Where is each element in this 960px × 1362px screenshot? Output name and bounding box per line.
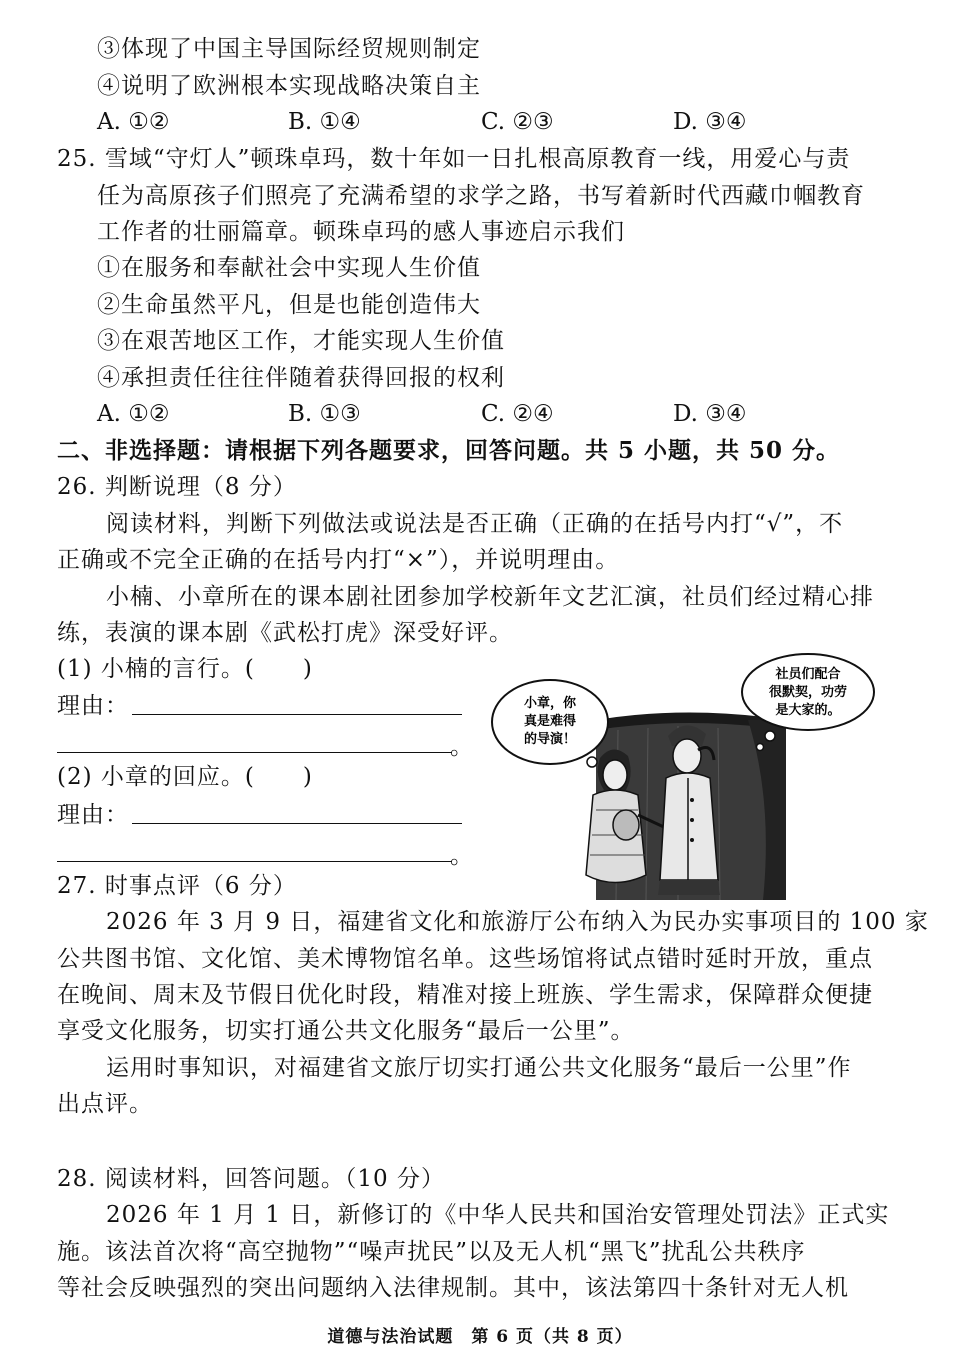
q27-para-line-2: 公共图书馆、文化馆、美术博物馆名单。这些场馆将试点错时延时开放，重点 (57, 946, 873, 972)
bubble-right-line-1: 社员们配合 (775, 667, 841, 682)
q27-para-line-4: 享受文化服务，切实打通公共文化服务“最后一公里”。 (57, 1018, 635, 1044)
q25-option-c: C. ②④ (481, 401, 554, 427)
q27-para-line-3: 在晚间、周末及节假日优化时段，精准对接上班族、学生需求，保障群众便捷 (57, 982, 873, 1008)
q26-answer-line-2b[interactable] (57, 861, 452, 862)
bubble-left-line-3: 的导演！ (523, 732, 577, 747)
skit-illustration (488, 650, 888, 900)
q26-reason-label-1: 理由： (57, 693, 129, 719)
section-2-heading: 二、非选择题：请根据下列各题要求，回答问题。共 5 小题，共 50 分。 (57, 437, 841, 464)
q28-title: 28. 阅读材料，回答问题。（10 分） (57, 1166, 445, 1192)
q24-option-a: A. ①② (97, 109, 170, 135)
q24-option-d: D. ③④ (673, 109, 747, 135)
q25-item-2: ②生命虽然平凡，但是也能创造伟大 (97, 292, 481, 318)
bubble-right-line-2: 很默契，功劳 (768, 685, 848, 700)
q28-para-line-3: 等社会反映强烈的突出问题纳入法律规制。其中，该法第四十条针对无人机 (57, 1275, 849, 1301)
q25-option-d: D. ③④ (673, 401, 747, 427)
q26-answer-line-1a[interactable] (132, 714, 462, 715)
bubble-left-line-1: 小章，你 (523, 696, 577, 711)
q27-title: 27. 时事点评（6 分） (57, 873, 297, 899)
q26-period-2: 。 (450, 843, 473, 869)
q25-item-1: ①在服务和奉献社会中实现人生价值 (97, 255, 481, 281)
q26-material-line-1: 小楠、小章所在的课本剧社团参加学校新年文艺汇演，社员们经过精心排 (106, 584, 874, 610)
bubble-right-line-3: 是大家的。 (775, 703, 841, 718)
q25-item-4: ④承担责任往往伴随着获得回报的权利 (97, 365, 505, 391)
q24-option-b: B. ①④ (288, 109, 361, 135)
q25-stem-line-2: 任为高原孩子们照亮了充满希望的求学之路，书写着新时代西藏巾帼教育 (97, 183, 865, 209)
q26-answer-line-1b[interactable] (57, 752, 452, 753)
q26-intro-line-1: 阅读材料，判断下列做法或说法是否正确（正确的在括号内打“√”，不 (106, 511, 844, 537)
q26-sub-question-2: (2) 小章的回应。( ) (57, 764, 313, 790)
q24-option-c: C. ②③ (481, 109, 554, 135)
q28-para-line-2: 施。该法首次将“高空抛物”“噪声扰民”以及无人机“黑飞”扰乱公共秩序 (57, 1239, 806, 1265)
q24-item-4: ④说明了欧洲根本实现战略决策自主 (97, 73, 481, 99)
q26-reason-label-2: 理由： (57, 802, 129, 828)
q24-item-3: ③体现了中国主导国际经贸规则制定 (97, 36, 481, 62)
q28-para-line-1: 2026 年 1 月 1 日，新修订的《中华人民共和国治安管理处罚法》正式实 (106, 1202, 890, 1228)
q27-task-line-1: 运用时事知识，对福建省文旅厅切实打通公共文化服务“最后一公里”作 (106, 1055, 852, 1081)
q25-stem-line-1: 25. 雪域“守灯人”顿珠卓玛，数十年如一日扎根高原教育一线，用爱心与责 (57, 146, 851, 172)
q27-para-line-1: 2026 年 3 月 9 日，福建省文化和旅游厅公布纳入为民办实事项目的 100 家 (106, 909, 929, 935)
q26-sub-question-1: (1) 小楠的言行。( ) (57, 656, 313, 682)
page-footer: 道德与法治试题 第 6 页（共 8 页） (327, 1327, 633, 1347)
q26-title: 26. 判断说理（8 分） (57, 474, 297, 500)
q25-option-b: B. ①③ (288, 401, 361, 427)
q26-answer-line-2a[interactable] (132, 823, 462, 824)
bubble-left-line-2: 真是难得 (523, 714, 577, 729)
speech-bubble-left (492, 680, 608, 776)
q27-task-line-2: 出点评。 (57, 1091, 153, 1117)
q25-item-3: ③在艰苦地区工作，才能实现人生价值 (97, 328, 505, 354)
q26-period-1: 。 (450, 734, 473, 760)
q26-intro-line-2: 正确或不完全正确的在括号内打“×”），并说明理由。 (57, 547, 620, 573)
q25-option-a: A. ①② (97, 401, 170, 427)
q25-stem-line-3: 工作者的壮丽篇章。顿珠卓玛的感人事迹启示我们 (97, 219, 625, 245)
q26-material-line-2: 练，表演的课本剧《武松打虎》深受好评。 (57, 620, 513, 646)
